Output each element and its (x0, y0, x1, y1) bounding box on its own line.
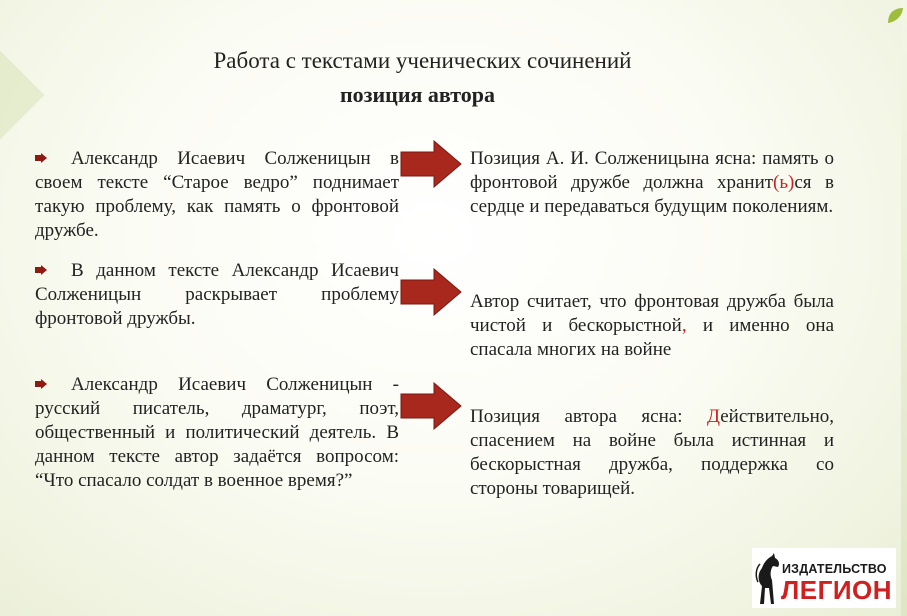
correction-mark: Д (707, 406, 721, 427)
author-position-2 (470, 290, 834, 362)
position-text: Позиция А. И. Солженицына ясна: память о фронтовой дружбе должна хранит (470, 148, 834, 193)
publisher-label: ИЗДАТЕЛЬСТВО (782, 562, 887, 576)
position-text: ся в сердце и передаваться будущим поколениям. (470, 172, 834, 217)
left-statement-3 (35, 373, 399, 493)
left-statement-text: Александр Исаевич Солженицын в своем тексте “Старое ведро” поднимает такую проблему, как память о фронтовой дружбе. (35, 148, 399, 241)
bullet-arrow-icon (35, 379, 47, 389)
slide-subtitle: позиция автора (339, 82, 496, 107)
left-statement-2 (35, 259, 399, 331)
right-arrow-icon (400, 382, 462, 430)
right-arrow-icon (400, 268, 462, 316)
left-statement-text: В данном тексте Александр Исаевич Солженицын раскрывает проблему фронтовой дружбы. (35, 260, 399, 329)
correction-mark: , (681, 315, 687, 336)
position-text: и именно она спасала многих на войне (470, 315, 835, 360)
correction-mark: (ь) (773, 172, 795, 193)
horse-logo-icon (754, 552, 782, 606)
left-statement-1 (35, 147, 399, 243)
slide-title: Работа с текстами ученических сочинений (213, 48, 632, 73)
edge-decoration (901, 0, 907, 616)
position-text: ействительно, спасением на войне была истинная и бескорыстная дружба, поддержка со стороны товарищей. (470, 406, 834, 499)
leaf-icon (885, 6, 905, 26)
author-position-3 (470, 405, 834, 501)
position-text: Позиция автора ясна: (470, 406, 708, 427)
position-text: Автор считает, что фронтовая дружба была чистой и бескорыстной (470, 291, 834, 336)
bullet-arrow-icon (35, 265, 47, 275)
bullet-arrow-icon (35, 153, 47, 163)
brand-name: ЛЕГИОН (781, 575, 893, 605)
left-statement-text: Александр Исаевич Солженицын - русский писатель, драматург, поэт, общественный и политический деятель. В данном тексте автор задаётся вопросом: “Что спасало солдат в военное время?” (35, 374, 399, 491)
publisher-logo (752, 548, 896, 608)
author-position-1 (470, 147, 834, 219)
right-arrow-icon (400, 140, 462, 188)
